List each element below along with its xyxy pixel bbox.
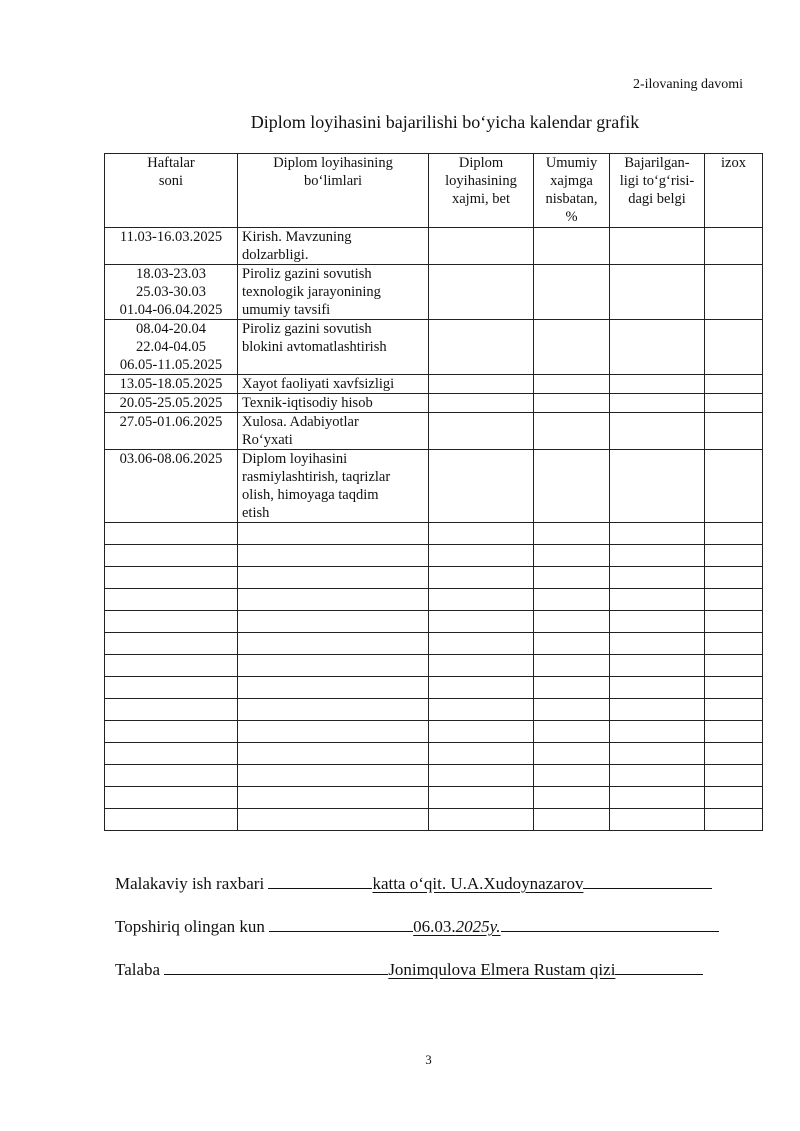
empty-cell (105, 567, 238, 589)
empty-cell (429, 375, 534, 394)
empty-cell (705, 320, 763, 375)
empty-cell (705, 450, 763, 523)
header-completion-mark (610, 154, 705, 228)
empty-cell (610, 589, 705, 611)
empty-cell (534, 567, 610, 589)
empty-cell (238, 545, 429, 567)
header-line: xajmi, bet (452, 191, 510, 207)
table-row (105, 375, 763, 394)
empty-cell (534, 320, 610, 375)
section-line: rasmiylashtirish, taqrizlar (242, 469, 391, 485)
table-header-row (105, 154, 763, 228)
week-range: 06.05-11.05.2025 (119, 357, 223, 373)
section-line: blokini avtomatlashtirish (242, 339, 387, 355)
empty-cell (238, 589, 429, 611)
week-range: 03.06-08.06.2025 (119, 451, 223, 467)
weeks-cell (105, 394, 238, 413)
empty-cell (705, 589, 763, 611)
empty-cell (610, 320, 705, 375)
weeks-cell (105, 228, 238, 265)
empty-cell (610, 450, 705, 523)
empty-cell (429, 809, 534, 831)
task-date-label: Topshiriq olingan kun (115, 917, 265, 936)
header-line: Diplom (458, 155, 504, 171)
table-body (105, 228, 763, 831)
week-range: 08.04-20.04 (135, 321, 207, 337)
empty-cell (429, 320, 534, 375)
empty-row (105, 655, 763, 677)
empty-cell (534, 633, 610, 655)
section-line: dolzarbligi. (242, 247, 309, 263)
supervisor-name: katta o‘qit. U.A.Xudoynazarov (372, 874, 584, 893)
table-row (105, 450, 763, 523)
empty-cell (429, 787, 534, 809)
empty-cell (705, 699, 763, 721)
empty-row (105, 787, 763, 809)
empty-cell (610, 743, 705, 765)
task-year: 2025y. (455, 917, 501, 936)
header-volume-pages (429, 154, 534, 228)
header-line: % (565, 209, 578, 225)
section-line: Xayot faoliyati xavfsizligi (242, 376, 395, 392)
header-line: bo‘limlari (304, 173, 362, 189)
header-line: loyihasining (445, 173, 517, 189)
empty-cell (105, 765, 238, 787)
empty-cell (238, 787, 429, 809)
empty-cell (429, 413, 534, 450)
empty-cell (238, 567, 429, 589)
empty-cell (238, 633, 429, 655)
date-blank (269, 915, 413, 932)
empty-row (105, 809, 763, 831)
week-range: 25.03-30.03 (135, 284, 207, 300)
empty-cell (534, 699, 610, 721)
appendix-note: 2-ilovaning davomi (632, 77, 743, 92)
week-range: 27.05-01.06.2025 (119, 414, 223, 430)
empty-cell (705, 567, 763, 589)
empty-cell (610, 787, 705, 809)
header-line: izox (721, 155, 746, 171)
empty-row (105, 523, 763, 545)
weeks-cell (105, 320, 238, 375)
signature-blank (268, 872, 372, 889)
empty-cell (705, 721, 763, 743)
empty-cell (429, 699, 534, 721)
empty-cell (610, 721, 705, 743)
empty-cell (610, 611, 705, 633)
header-notes (705, 154, 763, 228)
week-range: 01.04-06.04.2025 (119, 302, 223, 318)
empty-cell (429, 545, 534, 567)
empty-row (105, 633, 763, 655)
empty-cell (534, 450, 610, 523)
section-cell (238, 450, 429, 523)
empty-cell (105, 655, 238, 677)
empty-cell (534, 655, 610, 677)
empty-cell (105, 523, 238, 545)
header-line: Bajarilgan- (624, 155, 690, 171)
empty-cell (610, 265, 705, 320)
supervisor-label: Malakaviy ish raxbari (115, 874, 265, 893)
empty-cell (429, 633, 534, 655)
empty-cell (705, 545, 763, 567)
empty-cell (105, 743, 238, 765)
empty-cell (238, 809, 429, 831)
signature-blank (164, 958, 388, 975)
empty-cell (705, 765, 763, 787)
empty-cell (238, 677, 429, 699)
student-label: Talaba (115, 960, 161, 979)
empty-cell (610, 677, 705, 699)
empty-cell (705, 523, 763, 545)
section-cell (238, 320, 429, 375)
date-blank (501, 915, 719, 932)
empty-cell (705, 265, 763, 320)
signature-blank (583, 872, 712, 889)
table-row (105, 413, 763, 450)
empty-cell (429, 743, 534, 765)
empty-cell (105, 699, 238, 721)
weeks-cell (105, 265, 238, 320)
task-date: 06.03. (413, 917, 456, 936)
empty-row (105, 721, 763, 743)
empty-cell (238, 655, 429, 677)
empty-cell (610, 655, 705, 677)
week-range: 22.04-04.05 (135, 339, 207, 355)
empty-cell (105, 787, 238, 809)
empty-cell (610, 699, 705, 721)
empty-cell (238, 699, 429, 721)
empty-cell (610, 413, 705, 450)
empty-cell (534, 523, 610, 545)
header-line: Haftalar (147, 155, 195, 171)
empty-cell (534, 721, 610, 743)
empty-cell (534, 743, 610, 765)
empty-cell (705, 655, 763, 677)
empty-cell (238, 721, 429, 743)
student-line (115, 958, 703, 980)
empty-cell (105, 721, 238, 743)
weeks-cell (105, 450, 238, 523)
empty-cell (429, 523, 534, 545)
empty-cell (705, 228, 763, 265)
empty-cell (534, 545, 610, 567)
section-line: Ro‘yxati (242, 432, 293, 448)
signature-blank (615, 958, 703, 975)
empty-cell (534, 611, 610, 633)
empty-cell (705, 394, 763, 413)
empty-cell (105, 809, 238, 831)
empty-cell (705, 375, 763, 394)
table-row (105, 320, 763, 375)
empty-cell (429, 721, 534, 743)
empty-cell (610, 633, 705, 655)
empty-row (105, 743, 763, 765)
section-line: umumiy tavsifi (242, 302, 331, 318)
week-range: 11.03-16.03.2025 (119, 229, 223, 245)
empty-cell (705, 809, 763, 831)
student-name: Jonimqulova Elmera Rustam qizi (388, 960, 616, 979)
section-line: texnologik jarayonining (242, 284, 381, 300)
header-sections (238, 154, 429, 228)
empty-cell (105, 633, 238, 655)
week-range: 20.05-25.05.2025 (119, 395, 223, 411)
empty-cell (429, 655, 534, 677)
weeks-cell (105, 413, 238, 450)
empty-cell (705, 743, 763, 765)
empty-cell (705, 677, 763, 699)
section-cell (238, 375, 429, 394)
empty-cell (429, 677, 534, 699)
empty-cell (610, 567, 705, 589)
empty-row (105, 567, 763, 589)
empty-cell (534, 265, 610, 320)
empty-cell (238, 743, 429, 765)
header-line: Diplom loyihasining (273, 155, 393, 171)
empty-cell (534, 394, 610, 413)
empty-cell (105, 611, 238, 633)
section-line: Piroliz gazini sovutish (242, 266, 372, 282)
empty-cell (429, 228, 534, 265)
empty-cell (610, 375, 705, 394)
section-cell (238, 394, 429, 413)
empty-cell (610, 809, 705, 831)
empty-row (105, 677, 763, 699)
empty-cell (105, 677, 238, 699)
empty-cell (705, 633, 763, 655)
empty-cell (610, 545, 705, 567)
empty-cell (429, 265, 534, 320)
empty-cell (534, 677, 610, 699)
empty-cell (429, 589, 534, 611)
empty-cell (238, 765, 429, 787)
header-line: xajmga (550, 173, 593, 189)
week-range: 13.05-18.05.2025 (119, 376, 223, 392)
header-line: Umumiy (545, 155, 598, 171)
empty-row (105, 545, 763, 567)
section-line: Xulosa. Adabiyotlar (242, 414, 359, 430)
section-line: Texnik-iqtisodiy hisob (242, 395, 373, 411)
empty-cell (534, 413, 610, 450)
document-title: Diplom loyihasini bajarilishi bo‘yicha kalendar grafik (250, 112, 640, 132)
empty-cell (534, 375, 610, 394)
header-line: nisbatan, (545, 191, 598, 207)
empty-cell (429, 765, 534, 787)
empty-cell (429, 611, 534, 633)
empty-cell (610, 765, 705, 787)
section-line: Diplom loyihasini (242, 451, 348, 467)
empty-cell (705, 787, 763, 809)
empty-cell (238, 523, 429, 545)
empty-cell (534, 809, 610, 831)
empty-cell (534, 787, 610, 809)
empty-cell (610, 523, 705, 545)
week-range: 18.03-23.03 (135, 266, 207, 282)
empty-cell (238, 611, 429, 633)
table-row (105, 265, 763, 320)
section-cell (238, 228, 429, 265)
empty-cell (534, 228, 610, 265)
empty-cell (105, 589, 238, 611)
empty-cell (534, 589, 610, 611)
table-row (105, 394, 763, 413)
table-row (105, 228, 763, 265)
section-line: etish (242, 505, 270, 521)
empty-cell (429, 450, 534, 523)
header-line: soni (158, 173, 184, 189)
section-line: Kirish. Mavzuning (242, 229, 352, 245)
page-number: 3 (425, 1052, 432, 1067)
header-weeks (105, 154, 238, 228)
header-line: dagi belgi (628, 191, 686, 207)
empty-cell (705, 611, 763, 633)
empty-row (105, 611, 763, 633)
section-line: Piroliz gazini sovutish (242, 321, 372, 337)
empty-cell (105, 545, 238, 567)
task-date-line (115, 915, 719, 937)
calendar-schedule-table (104, 153, 763, 831)
section-cell (238, 413, 429, 450)
section-line: olish, himoyaga taqdim (242, 487, 379, 503)
empty-row (105, 589, 763, 611)
empty-cell (534, 765, 610, 787)
supervisor-signature-line (115, 872, 712, 894)
header-percent-of-total (534, 154, 610, 228)
header-line: ligi to‘g‘risi- (619, 173, 695, 189)
empty-cell (429, 394, 534, 413)
empty-cell (429, 567, 534, 589)
empty-cell (610, 228, 705, 265)
empty-row (105, 765, 763, 787)
section-cell (238, 265, 429, 320)
empty-cell (705, 413, 763, 450)
weeks-cell (105, 375, 238, 394)
empty-row (105, 699, 763, 721)
empty-cell (610, 394, 705, 413)
